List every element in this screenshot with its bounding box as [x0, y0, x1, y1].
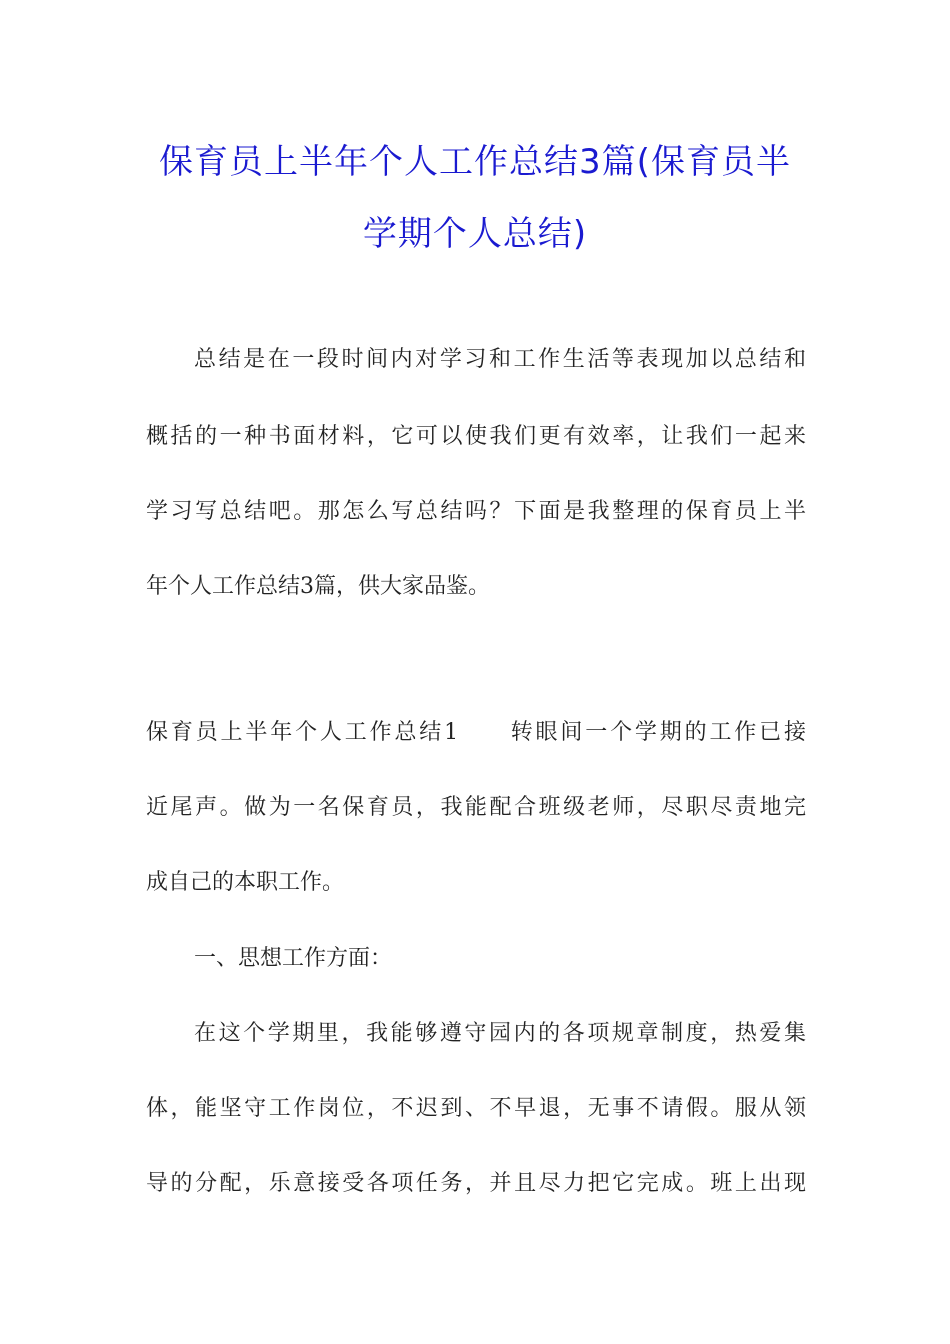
body-line-1: 在这个学期里，我能够遵守园内的各项规章制度，热爱集 — [194, 1021, 806, 1046]
intro-line-2: 概括的一种书面材料，它可以使我们更有效率，让我们一起来 — [146, 424, 806, 449]
body-line-2: 体，能坚守工作岗位，不迟到、不早退，无事不请假。服从领 — [146, 1096, 806, 1121]
intro-line-3: 学习写总结吧。那怎么写总结吗？下面是我整理的保育员上半 — [146, 499, 806, 524]
intro-line-1: 总结是在一段时间内对学习和工作生活等表现加以总结和 — [194, 347, 806, 372]
section1-line-3: 成自己的本职工作。 — [146, 870, 345, 895]
section1-line-1: 保育员上半年个人工作总结1 转眼间一个学期的工作已接 — [146, 720, 806, 745]
section-heading-1: 一、思想工作方面： — [194, 946, 393, 971]
document-title-line-1: 保育员上半年个人工作总结3篇(保育员半 — [159, 142, 791, 182]
intro-line-4: 年个人工作总结3篇，供大家品鉴。 — [146, 574, 490, 599]
section1-line-2: 近尾声。做为一名保育员，我能配合班级老师，尽职尽责地完 — [146, 795, 806, 820]
document-title-line-2: 学期个人总结) — [362, 214, 588, 254]
body-line-3: 导的分配，乐意接受各项任务，并且尽力把它完成。班上出现 — [146, 1171, 806, 1196]
